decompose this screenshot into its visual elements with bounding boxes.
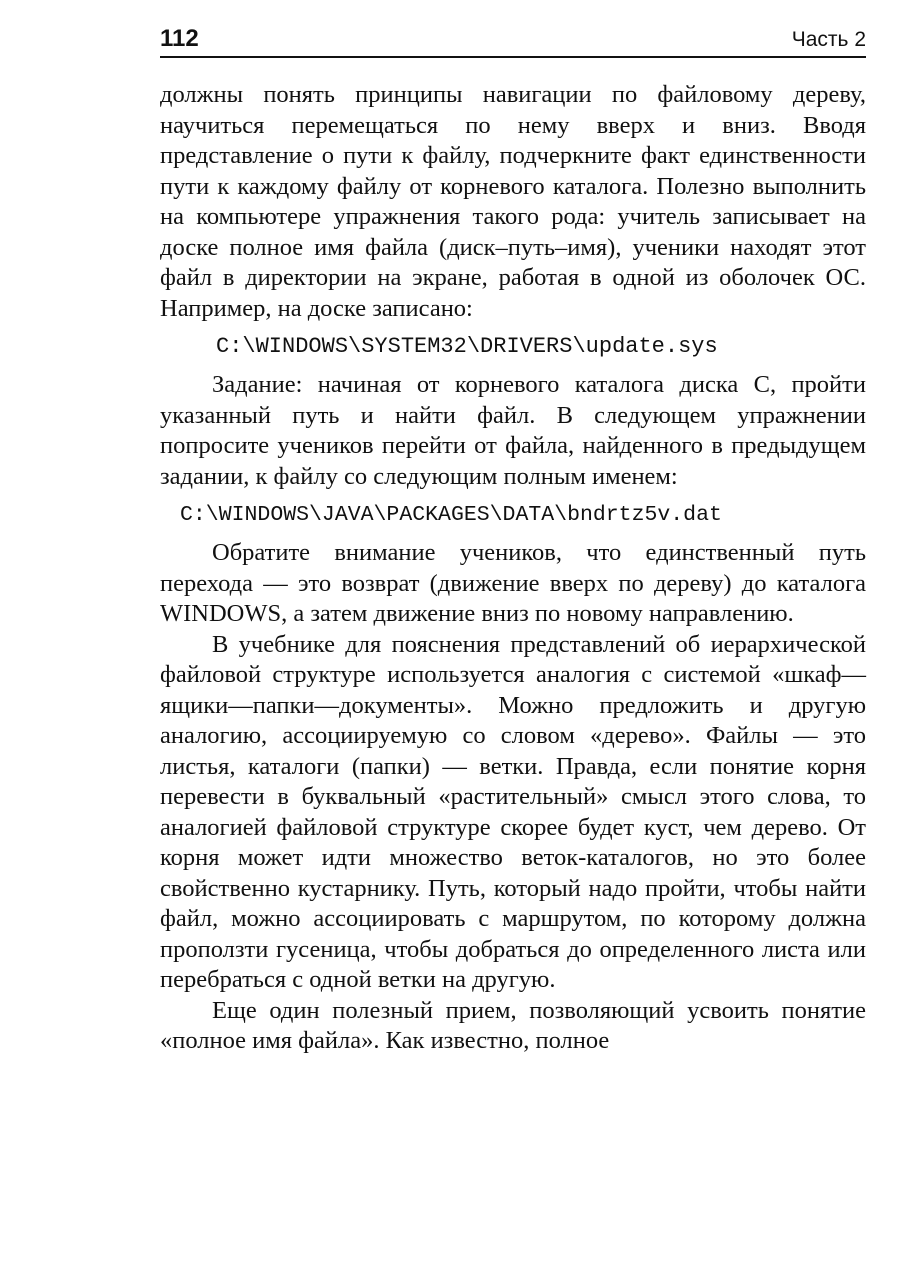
running-header — [160, 24, 866, 58]
part-label: Часть 2 — [791, 28, 866, 51]
paragraph-3: Обратите внимание учеников, что единственный путь перехода — это возврат (движение вверх по дереву) до каталога WINDOWS, а затем движение вниз по новому направлению. — [160, 539, 866, 627]
body-text — [160, 80, 866, 1057]
paragraph-1: должны понять принципы навигации по файловому дереву, научиться перемещаться по нему вверх и вниз. Вводя представление о пути к файлу, подчеркните факт единственности пути к каждому файлу от корневого каталога. Полезно выполнить на компьютере упражнения такого рода: учитель записывает на доске полное имя файла (диск–путь–имя), ученики находят этот файл в директории на экране, работая в одной из оболочек ОС. Например, на доске записано: — [160, 81, 866, 322]
paragraph-4: В учебнике для пояснения представлений об иерархической файловой структуре используется аналогия с системой «шкаф—ящики—папки—документы». Можно предложить и другую аналогию, ассоциируемую со словом «дерево». Файлы — это листья, каталоги (папки) — ветки. Правда, если понятие корня перевести в буквальный «растительный» смысл этого слова, то аналогией файловой структуре скорее будет куст, чем дерево. От корня может идти множество веток-каталогов, но это более свойственно кустарнику. Путь, который надо пройти, чтобы найти файл, можно ассоциировать с маршрутом, по которому должна проползти гусеница, чтобы добраться до определенного листа или перебраться с одной ветки на другую. — [160, 630, 866, 993]
file-path-example-2: C:\WINDOWS\JAVA\PACKAGES\DATA\bndrtz5v.dat — [180, 503, 722, 527]
file-path-example-1: C:\WINDOWS\SYSTEM32\DRIVERS\update.sys — [216, 334, 718, 359]
page-number: 112 — [160, 25, 199, 52]
paragraph-2: Задание: начиная от корневого каталога диска С, пройти указанный путь и найти файл. В следующем упражнении попросите учеников перейти от файла, найденного в предыдущем задании, к файлу со следующим полным именем: — [160, 371, 866, 490]
paragraph-5: Еще один полезный прием, позволяющий усвоить понятие «полное имя файла». Как известно, полное — [160, 996, 866, 1054]
